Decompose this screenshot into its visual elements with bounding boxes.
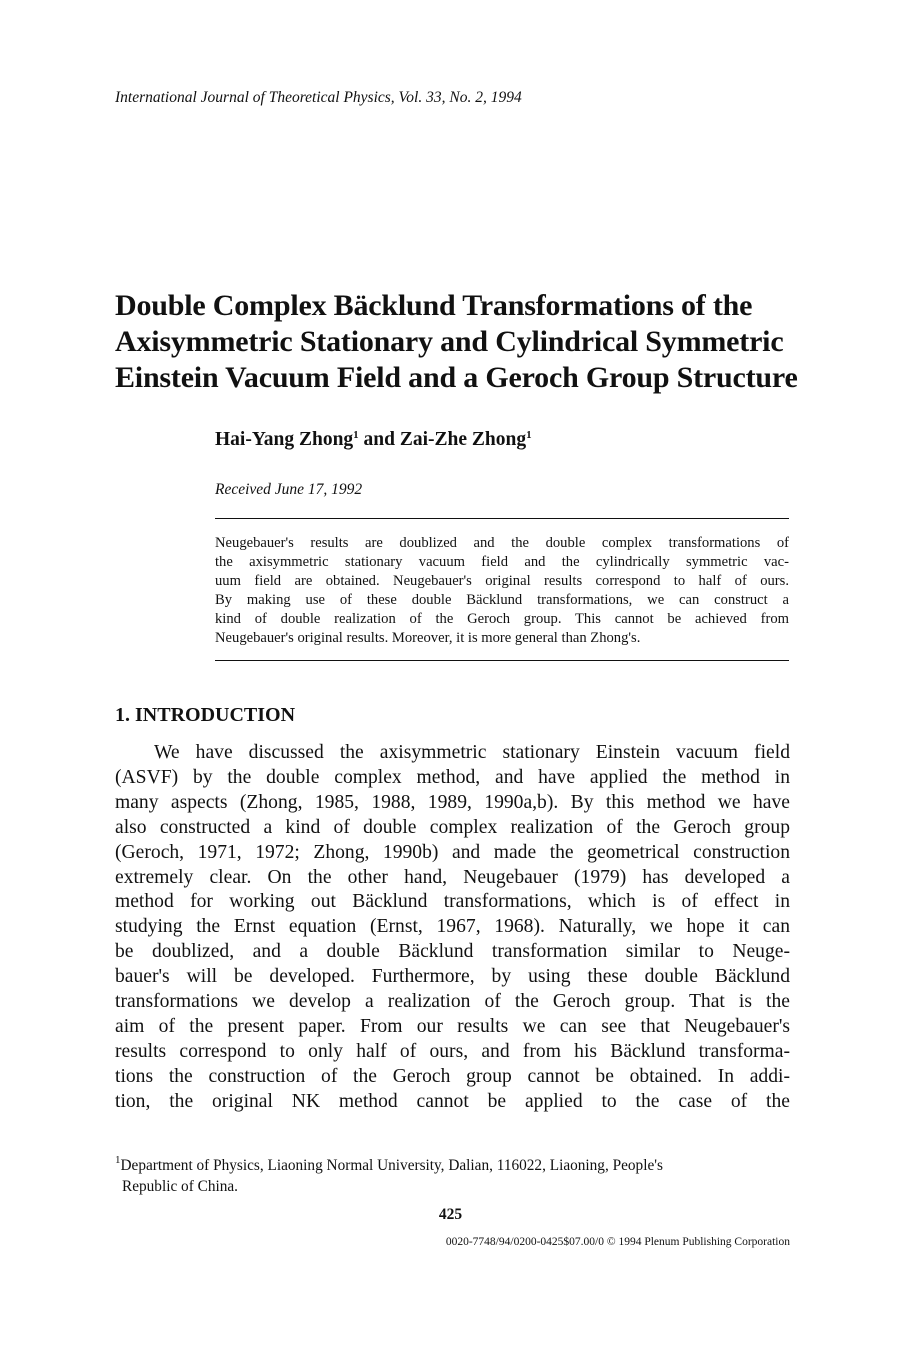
body-line: tion, the original NK method cannot be applied to the case of the	[115, 1090, 790, 1112]
body-line: tions the construction of the Geroch group cannot be obtained. In addi-	[115, 1065, 790, 1087]
affiliation-mark: 1	[353, 429, 359, 441]
abstract-bottom-rule	[215, 660, 789, 661]
title-line: Einstein Vacuum Field and a Geroch Group Structure	[115, 361, 798, 394]
footnote-mark: 1	[115, 1154, 121, 1166]
abstract	[215, 534, 789, 648]
body-line: We have discussed the axisymmetric stationary Einstein vacuum field	[154, 742, 790, 763]
section-title: INTRODUCTION	[135, 704, 296, 726]
paper-title	[115, 288, 815, 396]
affiliation-mark: 1	[526, 429, 532, 441]
body-paragraph	[115, 741, 790, 1115]
title-line: Axisymmetric Stationary and Cylindrical Symmetric	[115, 325, 784, 358]
received-date: Received June 17, 1992	[215, 481, 363, 498]
abstract-line: Neugebauer's results are doublized and the double complex transformations of	[215, 535, 789, 551]
author-conjunction: and	[358, 429, 400, 450]
section-number: 1.	[115, 704, 130, 726]
body-line: (ASVF) by the double complex method, and have applied the method in	[115, 766, 790, 788]
footnote	[115, 1155, 790, 1197]
author-list	[215, 429, 532, 451]
title-line: Double Complex Bäcklund Transformations of the	[115, 289, 753, 322]
abstract-line: Neugebauer's original results. Moreover, it is more general than Zhong's.	[215, 630, 641, 646]
footnote-line	[115, 1155, 790, 1176]
author-name: Zai-Zhe Zhong	[399, 429, 527, 450]
body-line: transformations we develop a realization of the Geroch group. That is the	[115, 991, 790, 1013]
body-line: aim of the present paper. From our results we can see that Neugebauer's	[115, 1015, 790, 1037]
footnote-text: Department of Physics, Liaoning Normal University, Dalian, 116022, Liaoning, People's	[120, 1157, 663, 1174]
body-line: studying the Ernst equation (Ernst, 1967, 1968). Naturally, we hope it can	[115, 916, 790, 938]
abstract-line: uum field are obtained. Neugebauer's original results correspond to half of ours.	[215, 573, 789, 589]
abstract-line: kind of double realization of the Geroch group. This cannot be achieved from	[215, 611, 789, 627]
page-number: 425	[438, 1206, 463, 1223]
footnote-line: Republic of China.	[122, 1178, 238, 1195]
body-line: bauer's will be developed. Furthermore, by using these double Bäcklund	[115, 966, 790, 988]
body-line: results correspond to only half of ours, and from his Bäcklund transforma-	[115, 1040, 790, 1062]
body-line: many aspects (Zhong, 1985, 1988, 1989, 1990a,b). By this method we have	[115, 791, 790, 813]
journal-citation: International Journal of Theoretical Physics, Vol. 33, No. 2, 1994	[115, 89, 522, 106]
body-line: extremely clear. On the other hand, Neugebauer (1979) has developed a	[115, 866, 790, 888]
author-name: Hai-Yang Zhong	[215, 429, 354, 450]
copyright-line: 0020-7748/94/0200-0425$07.00/0 © 1994 Plenum Publishing Corporation	[445, 1236, 790, 1248]
section-heading	[115, 704, 295, 727]
abstract-top-rule	[215, 518, 789, 519]
body-line: also constructed a kind of double complex realization of the Geroch group	[115, 816, 790, 838]
body-line: method for working out Bäcklund transformations, which is of effect in	[115, 891, 790, 913]
body-line: (Geroch, 1971, 1972; Zhong, 1990b) and made the geometrical construction	[115, 841, 790, 863]
body-line: be doublized, and a double Bäcklund transformation similar to Neuge-	[115, 941, 790, 963]
abstract-line: the axisymmetric stationary vacuum field and the cylindrically symmetric vac-	[215, 554, 789, 570]
abstract-line: By making use of these double Bäcklund transformations, we can construct a	[215, 592, 789, 608]
